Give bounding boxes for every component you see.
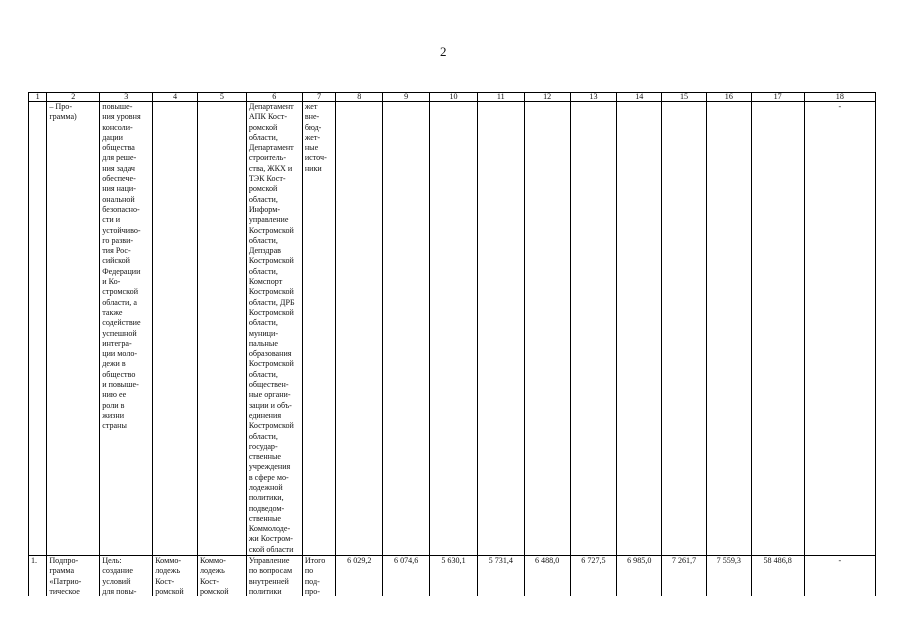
value-cell xyxy=(383,102,430,556)
value-cell: 6 029,2 xyxy=(336,556,383,613)
header-cell: 10 xyxy=(430,93,478,102)
value-cell xyxy=(617,102,662,556)
funding-source-cell: жет вне- бюд- жет- ные источ- ники xyxy=(302,102,336,556)
value-cell xyxy=(430,102,478,556)
note-cell: - xyxy=(804,556,875,613)
value-cell: 6 074,6 xyxy=(383,556,430,613)
header-cell: 12 xyxy=(524,93,570,102)
header-cell: 16 xyxy=(706,93,751,102)
executors-cell: Управление по вопросам внутренней политики xyxy=(246,556,302,613)
row-number-cell xyxy=(29,102,47,556)
value-cell: 6 488,0 xyxy=(524,556,570,613)
header-cell: 17 xyxy=(751,93,804,102)
budget-table xyxy=(28,92,876,613)
header-cell: 14 xyxy=(617,93,662,102)
page-bottom-margin xyxy=(0,596,905,640)
header-cell: 11 xyxy=(477,93,524,102)
goal-cell: повыше- ния уровня консоли- дации общества для реше- ния задач обеспече- ния наци- ональной безопасно- сти и устойчиво- го разви- тия Рос- сийской Федерации и Ко- стромской области, а также содействие успешной интегра- ции моло- дежи в общество и повыше- нию ее роли в жизни страны xyxy=(100,102,153,556)
value-cell xyxy=(706,102,751,556)
value-cell xyxy=(570,102,617,556)
customer-cell: Коммо- лодежь Кост- ромской xyxy=(197,556,246,613)
coordinator-cell xyxy=(153,102,198,556)
program-name-cell: Подпро- грамма «Патрио- тическое xyxy=(47,556,100,613)
header-cell: 8 xyxy=(336,93,383,102)
value-cell xyxy=(477,102,524,556)
header-cell: 18 xyxy=(804,93,875,102)
value-cell: 6 727,5 xyxy=(570,556,617,613)
header-cell: 1 xyxy=(29,93,47,102)
funding-source-cell: Итого по под- про- xyxy=(302,556,336,613)
value-cell: 7 559,3 xyxy=(706,556,751,613)
value-cell: 5 731,4 xyxy=(477,556,524,613)
table-row xyxy=(29,102,876,556)
value-cell: 6 985,0 xyxy=(617,556,662,613)
program-name-cell: – Про- грамма) xyxy=(47,102,100,556)
value-cell: 5 630,1 xyxy=(430,556,478,613)
header-cell: 3 xyxy=(100,93,153,102)
row-number-cell: 1. xyxy=(29,556,47,613)
header-cell: 15 xyxy=(662,93,707,102)
header-row xyxy=(29,93,876,102)
note-cell: - xyxy=(804,102,875,556)
goal-cell: Цель: создание условий для повы- xyxy=(100,556,153,613)
value-cell: 7 261,7 xyxy=(662,556,707,613)
page-number: 2 xyxy=(440,44,447,59)
header-cell: 4 xyxy=(153,93,198,102)
header-cell: 9 xyxy=(383,93,430,102)
executors-cell: Департамент АПК Кост- ромской области, Департамент строитель- ства, ЖКХ и ТЭК Кост- ромской области, Информ- управление Костромской области, Депздрав Костромской области, Комспорт Костромской области, ДРБ Костромской области, муници- пальные образования Костромской области, обществен- ные органи- зации и объ- единения Костромской области, государ- ственные учреждения в сфере мо- лодежной политики, подведом- ственные Коммолоде- жи Костром- ской области xyxy=(246,102,302,556)
coordinator-cell: Коммо- лодежь Кост- ромской xyxy=(153,556,198,613)
customer-cell xyxy=(197,102,246,556)
value-cell xyxy=(336,102,383,556)
value-cell xyxy=(662,102,707,556)
header-cell: 5 xyxy=(197,93,246,102)
header-cell: 13 xyxy=(570,93,617,102)
value-cell xyxy=(751,102,804,556)
value-cell xyxy=(524,102,570,556)
header-cell: 2 xyxy=(47,93,100,102)
header-cell: 6 xyxy=(246,93,302,102)
header-cell: 7 xyxy=(302,93,336,102)
value-cell: 58 486,8 xyxy=(751,556,804,613)
